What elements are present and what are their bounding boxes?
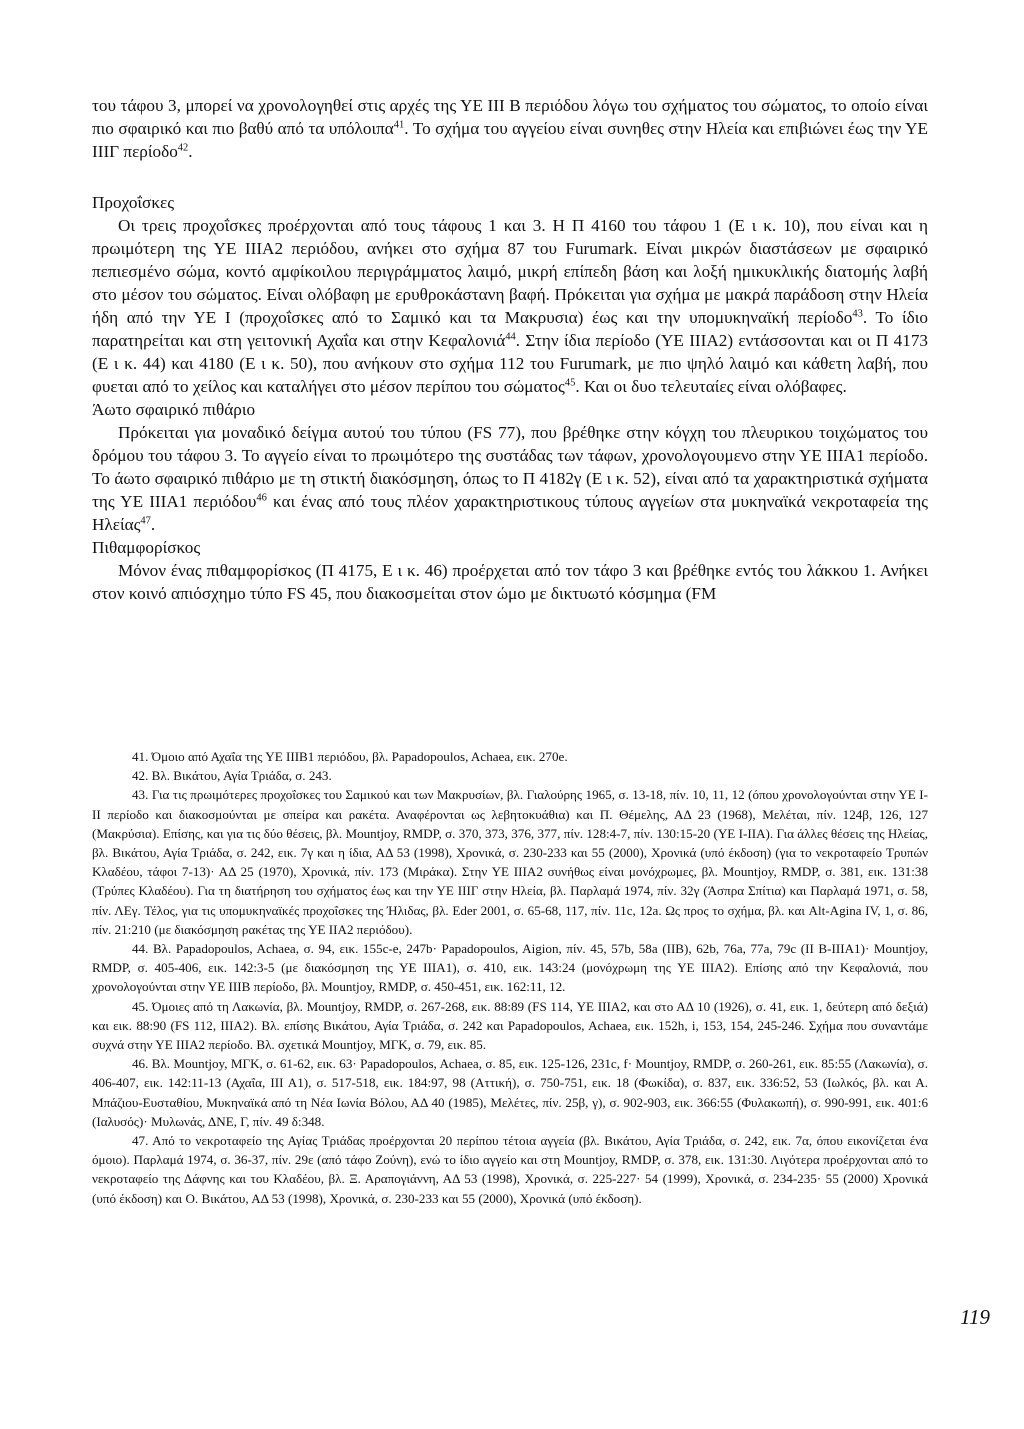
intro-text: του τάφου 3, μπορεί να χρονολογηθεί στις αρχές της ΥΕ ΙΙΙ Β περιόδου λόγω του σχήματος του σώματος, το οποίο είναι πιο σφαιρικό και πιο βαθύ από τα υπόλοιπα	[92, 96, 928, 138]
section-title-prochoiskes: Προχοΐσκες	[92, 193, 175, 212]
sec2-text: Πρόκειται για μοναδικό δείγμα αυτού του τύπου (FS 77), που βρέθηκε στην κόγχη του πλευρικου τοιχώματος του δρόμου του τάφου 3. Το αγγείο είναι το πρωιμότερο της συστάδας των τάφων, χρονολογουμενο στην ΥΕ ΙΙΙΑ1 περίοδο. Το άωτο σφαιρικό πιθάριο με τη στικτή διακόσμηση, όπως το Π 4182γ (Ε ι κ. 52), είναι από τα χαρακτηριστικά σχήματα της ΥΕ ΙΙΙΑ1 περιόδου	[92, 423, 928, 511]
footnote-44: 44. Βλ. Papadopoulos, Achaea, σ. 94, εικ. 155c-e, 247b· Papadopoulos, Aigion, πίν. 45, 57b, 58a (ΙΙΒ), 62b, 76a, 77a, 79c (ΙΙ Β-ΙΙΙΑ1)· Mountjoy, RMDP, σ. 405-406, εικ. 142:3-5 (με διακόσμηση της ΥΕ ΙΙΙΑ1), σ. 410, εικ. 143:24 (μονόχρωμη της ΥΕ ΙΙΙΑ2). Επίσης από την Κεφαλονιά, που χρονολογούνται στην ΥΕ ΙΙΙΒ περίοδο, βλ. Mountjoy, RMDP, σ. 450-451, εικ. 162:11, 12.	[92, 941, 928, 995]
footnote-47: 47. Από το νεκροταφείο της Αγίας Τριάδας προέρχονται 20 περίπου τέτοια αγγεία (βλ. Βικάτου, Αγία Τριάδα, σ. 242, εικ. 7α, όπου εικονίζεται ένα όμοιο). Παρλαμά 1974, σ. 36-37, πίν. 29ε (από τάφο Ζούνη), ενώ το ίδιο αγγείο και στη Mountjoy, RMDP, σ. 378, εικ. 131:30. Λιγότερα προέρχονται από το νεκροταφείο της Δάφνης και του Κλαδέου, βλ. Ξ. Αραπογιάννη, ΑΔ 53 (1998), Χρονικά, σ. 225-227· 54 (1999), Χρονικά, σ. 234-235· 55 (2000) Χρονικά (υπό έκδοση) και Ο. Βικάτου, ΑΔ 53 (1998), Χρονικά, σ. 230-233 και 55 (2000), Χρονικά (υπό έκδοση).	[92, 1133, 928, 1206]
footnote-43: 43. Για τις πρωιμότερες προχοΐσκες του Σαμικού και των Μακρυσίων, βλ. Γιαλούρης 1965, σ. 13-18, πίν. 10, 11, 12 (όπου χρονολογούνται στην ΥΕ Ι-ΙΙ περίοδο και διακοσμούνται με σπείρα και ρακέτα. Αναφέρονται ως λεβητοκυάθια) και Π. Θέμελης, ΑΔ 23 (1968), Μελέται, πίν. 124β, 126, 127 (Μακρύσια). Επίσης, και για τις δύο θέσεις, βλ. Mountjoy, RMDP, σ. 370, 373, 376, 377, πίν. 128:4-7, πίν. 130:15-20 (ΥΕ Ι-ΙΙΑ). Για άλλες θέσεις της Ηλείας, βλ. Βικάτου, Αγία Τριάδα, σ. 242, εικ. 7γ και η ίδια, ΑΔ 53 (1998), Χρονικά, σ. 230-233 και 55 (2000), Χρονικά (υπό έκδοση) (για το νεκροταφείο Τρυπών Κλαδέου, τάφοι 7-13)· ΑΔ 25 (1970), Χρονικά, πίν. 173 (Μιράκα). Στην ΥΕ ΙΙΙΑ2 συνήθως είναι μονόχρωμες, βλ. Mountjoy, RMDP, σ. 381, εικ. 131:38 (Τρύπες Κλαδέου). Για τη διατήρηση του σχήματος έως και την ΥΕ ΙΙΙΓ στην Ηλεία, βλ. Παρλαμά 1974, πίν. 32γ (Άσπρα Σπίτια) και Παρλαμά 1971, σ. 58, πίν. ΛΕγ. Τέλος, για τις υπομυκηναϊκές προχοΐσκες της Ήλιδας, βλ. Eder 2001, σ. 65-68, 117, πίν. 11c, 12a. Ως προς το σχήμα, βλ. και Alt-Agina IV, 1, σ. 86, πίν. 21:210 (με διακόσμηση ρακέτας της ΥΕ ΙΙΑ2 περιόδου).	[92, 787, 928, 937]
sec2-text-b: και ένας από τους πλέον χαρακτηριστικους τύπους αγγείων στα μυκηναϊκά νεκροταφεία της Ηλείας	[92, 492, 928, 534]
intro-paragraph	[92, 94, 928, 163]
section-paragraph-pithamforiskos: Μόνον ένας πιθαμφορίσκος (Π 4175, Ε ι κ. 46) προέρχεται από τον τάφο 3 και βρέθηκε εντός του λάκκου 1. Ανήκει στον κοινό απιόσχημο τύπο FS 45, που διακοσμείται στον ώμο με δικτυωτό κόσμημα (FM	[92, 561, 928, 603]
sec1-text-d: . Και οι δυο τελευταίες είναι ολόβαφες.	[575, 377, 847, 396]
intro-text-end: .	[188, 142, 193, 161]
sec1-text: Οι τρεις προχοΐσκες προέρχονται από τους τάφους 1 και 3. Η Π 4160 του τάφου 1 (Ε ι κ. 10), που είναι και η πρωιμότερη της ΥΕ ΙΙΙΑ2 περιόδου, ανήκει στο σχήμα 87 του Furumark. Είναι μικρών διαστάσεων με σφαιρικό πεπιεσμένο σώμα, κοντό αμφίκοιλου περιγράμματος λαιμό, μικρή επίπεδη βάση και λοξή ημικυκλικής διατομής λαβή στο μέσον του σώματος. Είναι ολόβαφη με ερυθροκάστανη βαφή. Πρόκειται για σχήμα με μακρά παράδοση στην Ηλεία ήδη από την ΥΕ Ι (προχοΐσκες από το Σαμικό και τα Μακρυσια) έως και την υπομυκηναϊκή περίοδο	[92, 216, 928, 327]
footnote-41: 41. Όμοιο από Αχαΐα της ΥΕ ΙΙΙΒ1 περιόδου, βλ. Papadopoulos, Achaea, εικ. 270e.	[132, 749, 568, 764]
footnote-ref-45: 45	[564, 377, 576, 389]
footnotes	[92, 747, 928, 1208]
footnote-42: 42. Βλ. Βικάτου, Αγία Τριάδα, σ. 243.	[132, 768, 332, 784]
section-title-pithario: Άωτο σφαιρικό πιθάριο	[92, 400, 256, 419]
intro-text-b: . Το σχήμα του αγγείου είναι συνηθες στην Ηλεία και επιβιώνει έως την ΥΕ ΙΙΙΓ περίοδο	[92, 119, 928, 161]
footnote-46: 46. Βλ. Mountjoy, ΜΓΚ, σ. 61-62, εικ. 63· Papadopoulos, Achaea, σ. 85, εικ. 125-126, 231c, f· Mountjoy, RMDP, σ. 260-261, εικ. 85:55 (Λακωνία), σ. 406-407, εικ. 142:11-13 (Αχαΐα, ΙΙΙ Α1), σ. 517-518, εικ. 184:97, 98 (Αττική), σ. 750-751, εικ. 18 (Φωκίδα), σ. 837, εικ. 336:52, 53 (Ιωλκός, βλ. και Α. Μπάζιου-Ευσταθίου, Μυκηναϊκά από τη Νέα Ιωνία Βόλου, ΑΔ 40 (1985), Μελέτες, πίν. 25β, γ), σ. 902-903, εικ. 366:55 (Φυλακωπή), σ. 990-991, εικ. 401:6 (Ιαλυσός)· Μυλωνάς, ΔΝΕ, Γ, πίν. 49 δ:348.	[92, 1056, 928, 1129]
footnote-45: 45. Όμοιες από τη Λακωνία, βλ. Mountjoy, RMDP, σ. 267-268, εικ. 88:89 (FS 114, ΥΕ ΙΙΙΑ2, και στο ΑΔ 10 (1926), σ. 41, εικ. 1, δεύτερη από δεξιά) και εικ. 88:90 (FS 112, ΙΙΙΑ2). Βλ. επίσης Βικάτου, Αγία Τριάδα, σ. 242 και Papadopoulos, Achaea, εικ. 152h, i, 153, 154, 245-246. Σχήμα που συναντάμε συχνά στην ΥΕ ΙΙΙΑ2 περίοδο. Βλ. σχετικά Mountjoy, ΜΓΚ, σ. 79, εικ. 85.	[92, 998, 928, 1053]
footnote-ref-47: 47	[140, 515, 151, 527]
sec2-text-c: .	[150, 515, 156, 534]
main-text	[92, 94, 928, 605]
section-paragraph-prochoiskes	[92, 214, 928, 398]
section-title-pithamforiskos: Πιθαμφορίσκος	[92, 538, 201, 557]
sec1-text-c: . Στην ίδια περίοδο (ΥΕ ΙΙΙΑ2) εντάσσονται και οι Π 4173 (Ε ι κ. 44) και 4180 (Ε ι κ. 50), που ανήκουν στο σχήμα 112 του Furumark, με πιο ψηλό λαιμό και κάθετη λαβή, που φυεται από το χείλος και καταλήγει στο μέσον περίπου του σώματος	[92, 331, 929, 396]
footnote-ref-42: 42	[177, 142, 189, 154]
footnote-ref-41: 41	[393, 119, 405, 131]
footnote-ref-43: 43	[852, 308, 863, 320]
sec1-text-b: . Το ίδιο παρατηρείται και στη γειτονική Αχαΐα και στην Κεφαλονιά	[92, 308, 928, 350]
footnote-ref-46: 46	[256, 492, 267, 504]
section-paragraph-pithario	[92, 421, 928, 536]
page-number: 119	[960, 1305, 990, 1329]
footnote-ref-44: 44	[505, 331, 516, 343]
